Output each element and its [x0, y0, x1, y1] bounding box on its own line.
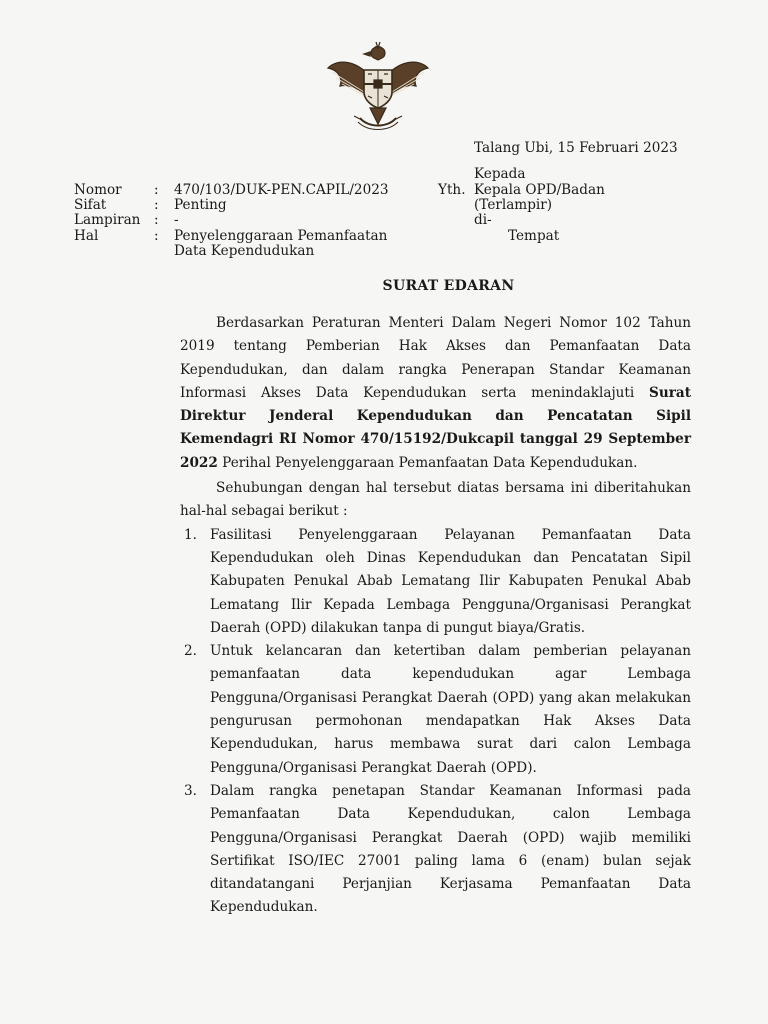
paragraph-intro-text: Berdasarkan Peraturan Menteri Dalam Negeri Nomor 102 Tahun 2019 tentang Pemberian Hak Akses dan Pemanfaatan Data Kependudukan, dan dalam rangka Penerapan Standar Keamanan Informasi Akses Data Kependudukan serta menindaklajuti [180, 315, 691, 401]
recipient-line2: (Terlampir) [474, 197, 553, 213]
meta-value: 470/103/DUK-PEN.CAPIL/2023 [174, 182, 389, 198]
meta-label: Lampiran [74, 212, 141, 228]
list-item [180, 780, 691, 920]
meta-label: Nomor [74, 182, 122, 198]
meta-label: Sifat [74, 197, 107, 213]
meta-colon: : [154, 212, 159, 228]
recipient-kepada: Kepada [474, 166, 526, 182]
paragraph-sehubungan: Sehubungan dengan hal tersebut diatas bersama ini diberitahukan hal-hal sebagai berikut : [180, 480, 691, 520]
meta-nomor [74, 182, 389, 198]
meta-colon: : [154, 182, 159, 198]
recipient-line1: Kepala OPD/Badan [474, 182, 605, 198]
list-item [180, 524, 691, 640]
garuda-emblem-icon [318, 40, 438, 136]
meta-label: Hal [74, 228, 99, 244]
recipient-yth: Yth. [438, 182, 466, 198]
meta-value: - [174, 212, 179, 228]
document-title [0, 278, 768, 294]
meta-colon: : [154, 197, 159, 213]
list-item-number: 1. [184, 526, 197, 543]
meta-lampiran [74, 212, 179, 228]
list-item-text: Untuk kelancaran dan ketertiban dalam pemberian pelayanan pemanfaatan data kependudukan agar Lembaga Pengguna/Organisasi Perangkat Daerah (OPD) yang akan melakukan pengurusan permohonan mendapatkan Hak Akses Data Kependudukan, harus membawa surat dari calon Lembaga Pengguna/Organisasi Perangkat Daerah (OPD). [210, 643, 691, 776]
paragraph-intro [180, 312, 691, 475]
list-item-number: 2. [184, 643, 197, 660]
letter-body [180, 312, 691, 920]
recipient-line3: di- [474, 212, 492, 228]
list-item-number: 3. [184, 782, 197, 799]
paragraph-intro-bold: Surat Direktur Jenderal Kependudukan dan Pencatatan Sipil Kemendagri RI Nomor 470/15192/Dukcapil tanggal 29 September 2022 [180, 384, 691, 471]
recipient-line4: Tempat [508, 228, 560, 244]
document-title-text: SURAT EDARAN [382, 278, 515, 294]
paragraph-intro-text-end: Perihal Penyelenggaraan Pemanfaatan Data Kependudukan. [217, 454, 638, 471]
numbered-list [180, 524, 691, 920]
place-date: Talang Ubi, 15 Februari 2023 [474, 140, 678, 156]
meta-sifat [74, 197, 227, 213]
list-item [180, 640, 691, 780]
meta-value: Penting [174, 197, 227, 213]
list-item-text: Dalam rangka penetapan Standar Keamanan Informasi pada Pemanfaatan Data Kependudukan, calon Lembaga Pengguna/Organisasi Perangkat Daerah (OPD) wajib memiliki Sertifikat ISO/IEC 27001 paling lama 6 (enam) bulan sejak ditandatangani Perjanjian Kerjasama Pemanfaatan Data Kependudukan. [210, 782, 691, 916]
meta-hal-continued: Data Kependudukan [174, 243, 315, 259]
meta-hal [74, 228, 387, 244]
list-item-text: Fasilitasi Penyelenggaraan Pelayanan Pemanfaatan Data Kependudukan oleh Dinas Kependudukan dan Pencatatan Sipil Kabupaten Penukal Abab Lematang Ilir Kabupaten Penukal Abab Lematang Ilir Kepada Lembaga Pengguna/Organisasi Perangkat Daerah (OPD) dilakukan tanpa di pungut biaya/Gratis. [210, 526, 691, 636]
meta-colon: : [154, 228, 159, 244]
meta-value: Penyelenggaraan Pemanfaatan [174, 228, 388, 244]
